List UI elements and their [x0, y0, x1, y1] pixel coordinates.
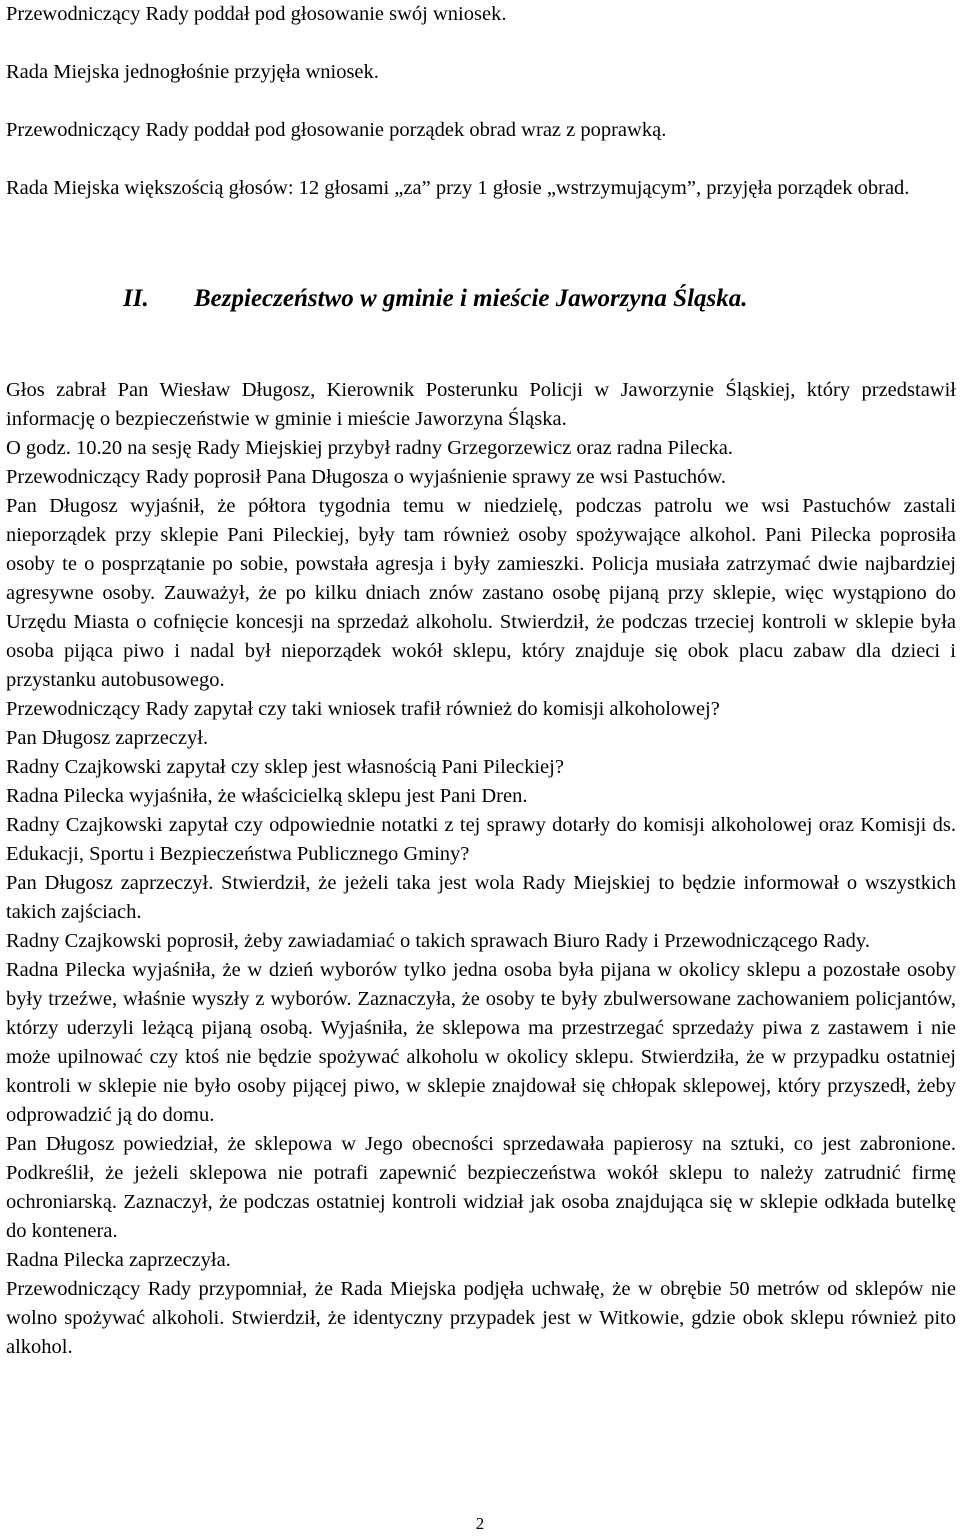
body-paragraph-6: Pan Długosz zaprzeczył.: [6, 727, 209, 749]
body-paragraph-2: O godz. 10.20 na sesję Rady Miejskiej przybył radny Grzegorzewicz oraz radna Pilecka.: [6, 437, 733, 459]
body-paragraph-15: Przewodniczący Rady przypomniał, że Rada Miejska podjęła uchwałę, że w obrębie 50 metrów od sklepów nie wolno spożywać alkoholi. Stwierdził, że identyczny przypadek jest w Witkowie, gdzie obok sklepu również pito alkohol.: [6, 1278, 956, 1358]
body-paragraph-4: Pan Długosz wyjaśnił, że półtora tygodnia temu w niedzielę, podczas patrolu we wsi Pastuchów zastali nieporządek przy sklepie Pani Pileckiej, były tam również osoby spożywające alkohol. Pani Pilecka poprosiła osoby te o posprzątanie po sobie, powstała agresja i były zamieszki. Policja musiała zatrzymać dwie najbardziej agresywne osoby. Zauważył, że po kilku dniach znów zastano osobę pijaną przy sklepie, więc wystąpiono do Urzędu Miasta o cofnięcie koncesji na sprzedaż alkoholu. Stwierdził, że podczas trzeciej kontroli w sklepie była osoba pijąca piwo i nadal był nieporządek wokół sklepu, który znajduje się obok placu zabaw dla dzieci i przystanku autobusowego.: [6, 495, 956, 691]
body-paragraph-1: Głos zabrał Pan Wiesław Długosz, Kierownik Posterunku Policji w Jaworzynie Śląskiej, który przedstawił informację o bezpieczeństwie w gminie i mieście Jaworzyna Śląska.: [6, 379, 956, 430]
body-paragraph-7: Radny Czajkowski zapytał czy sklep jest własnością Pani Pileckiej?: [6, 756, 564, 778]
body-paragraph-12: Radna Pilecka wyjaśniła, że w dzień wyborów tylko jedna osoba była pijana w okolicy sklepu a pozostałe osoby były trzeźwe, właśnie wyszły z wyborów. Zaznaczyła, że osoby te były zbulwersowane zachowaniem policjantów, którzy uderzyli leżącą pijaną osobą. Wyjaśniła, że sklepowa ma przestrzegać sprzedaży piwa z zastawem i nie może upilnować czy ktoś nie będzie spożywać alkoholu w okolicy sklepu. Stwierdziła, że w przypadku ostatniej kontroli w sklepie nie było osoby pijącej piwo, w sklepie znajdował się chłopak sklepowej, który przyszedł, żeby odprowadzić ją do domu.: [6, 959, 956, 1126]
body-paragraph-5: Przewodniczący Rady zapytał czy taki wniosek trafił również do komisji alkoholowej?: [6, 698, 720, 720]
intro-section: [6, 0, 956, 232]
body-paragraph-11: Radny Czajkowski poprosił, żeby zawiadamiać o takich sprawach Biuro Rady i Przewodniczącego Rady.: [6, 930, 870, 952]
intro-paragraph-4: Rada Miejska większością głosów: 12 głosami „za” przy 1 głosie „wstrzymującym”, przyjęła porządek obrad.: [6, 177, 910, 199]
section-heading: [123, 283, 748, 315]
page-number: 2: [475, 1514, 485, 1533]
body-paragraph-10: Pan Długosz zaprzeczył. Stwierdził, że jeżeli taka jest wola Rady Miejskiej to będzie informował o wszystkich takich zajściach.: [6, 872, 956, 923]
section-title: Bezpieczeństwo w gminie i mieście Jaworzyna Śląska.: [194, 285, 748, 312]
intro-paragraph-1: Przewodniczący Rady poddał pod głosowanie swój wniosek.: [6, 3, 507, 25]
body-paragraph-14: Radna Pilecka zaprzeczyła.: [6, 1249, 231, 1271]
body-paragraph-8: Radna Pilecka wyjaśniła, że właścicielką sklepu jest Pani Dren.: [6, 785, 528, 807]
body-paragraph-13: Pan Długosz powiedział, że sklepowa w Jego obecności sprzedawała papierosy na sztuki, co jest zabronione. Podkreślił, że jeżeli sklepowa nie potrafi zapewnić bezpieczeństwa wokół sklepu to należy zatrudnić firmę ochroniarską. Zaznaczył, że podczas ostatniej kontroli widział jak osoba znajdująca się w sklepie odkłada butelkę do kontenera.: [6, 1133, 956, 1242]
section-number: II.: [123, 285, 149, 312]
intro-paragraph-3: Przewodniczący Rady poddał pod głosowanie porządek obrad wraz z poprawką.: [6, 119, 667, 141]
body-paragraph-3: Przewodniczący Rady poprosił Pana Długosza o wyjaśnienie sprawy ze wsi Pastuchów.: [6, 466, 726, 488]
intro-paragraph-2: Rada Miejska jednogłośnie przyjęła wniosek.: [6, 61, 379, 83]
body-section: [6, 376, 956, 1362]
body-paragraph-9: Radny Czajkowski zapytał czy odpowiednie notatki z tej sprawy dotarły do komisji alkoholowej oraz Komisji ds. Edukacji, Sportu i Bezpieczeństwa Publicznego Gminy?: [6, 814, 956, 865]
